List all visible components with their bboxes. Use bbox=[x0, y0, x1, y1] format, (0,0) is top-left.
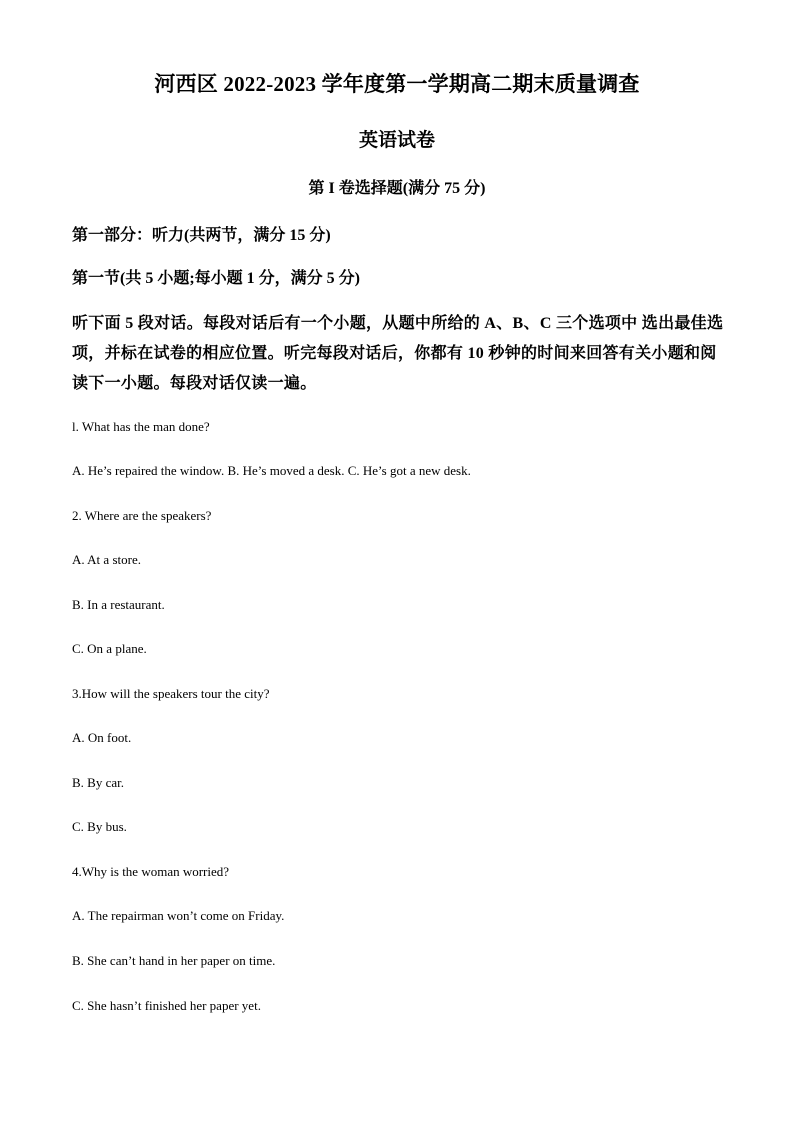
exam-subtitle: 英语试卷 bbox=[358, 130, 435, 151]
question-1: l. What has the man done? bbox=[72, 419, 210, 434]
question-4-option-a: A. The repairman won’t come on Friday. bbox=[72, 908, 285, 923]
question-3: 3.How will the speakers tour the city? bbox=[72, 686, 270, 701]
question-1-options: A. He’s repaired the window. B. He’s moved a desk. C. He’s got a new desk. bbox=[72, 463, 471, 478]
question-3-option-a: A. On foot. bbox=[72, 730, 132, 745]
question-3-option-c: C. By bus. bbox=[72, 819, 127, 834]
question-2-option-b: B. In a restaurant. bbox=[72, 597, 165, 612]
instructions-paragraph: 听下面 5 段对话。每段对话后有一个小题，从题中所给的 A、B、C 三个选项中 选出最佳选项，并标在试卷的相应位置。听完每段对话后，你都有 10 秒钟的时间来回答有关小题和阅读下一小题。每段对话仅读一遍。 bbox=[72, 315, 724, 392]
question-2-option-a: A. At a store. bbox=[72, 552, 141, 567]
question-2: 2. Where are the speakers? bbox=[72, 508, 212, 523]
part-heading: 第一部分：听力(共两节，满分 15 分) bbox=[72, 227, 331, 244]
question-4-option-c: C. She hasn’t finished her paper yet. bbox=[72, 998, 261, 1013]
exam-title: 河西区 2022-2023 学年度第一学期高二期末质量调查 bbox=[154, 72, 640, 96]
question-4: 4.Why is the woman worried? bbox=[72, 864, 230, 879]
question-4-option-b: B. She can’t hand in her paper on time. bbox=[72, 953, 276, 968]
question-2-option-c: C. On a plane. bbox=[72, 641, 147, 656]
question-3-option-b: B. By car. bbox=[72, 775, 124, 790]
subsection-heading: 第一节(共 5 小题;每小题 1 分，满分 5 分) bbox=[72, 270, 360, 287]
section-title: 第 I 卷选择题(满分 75 分) bbox=[308, 180, 486, 197]
